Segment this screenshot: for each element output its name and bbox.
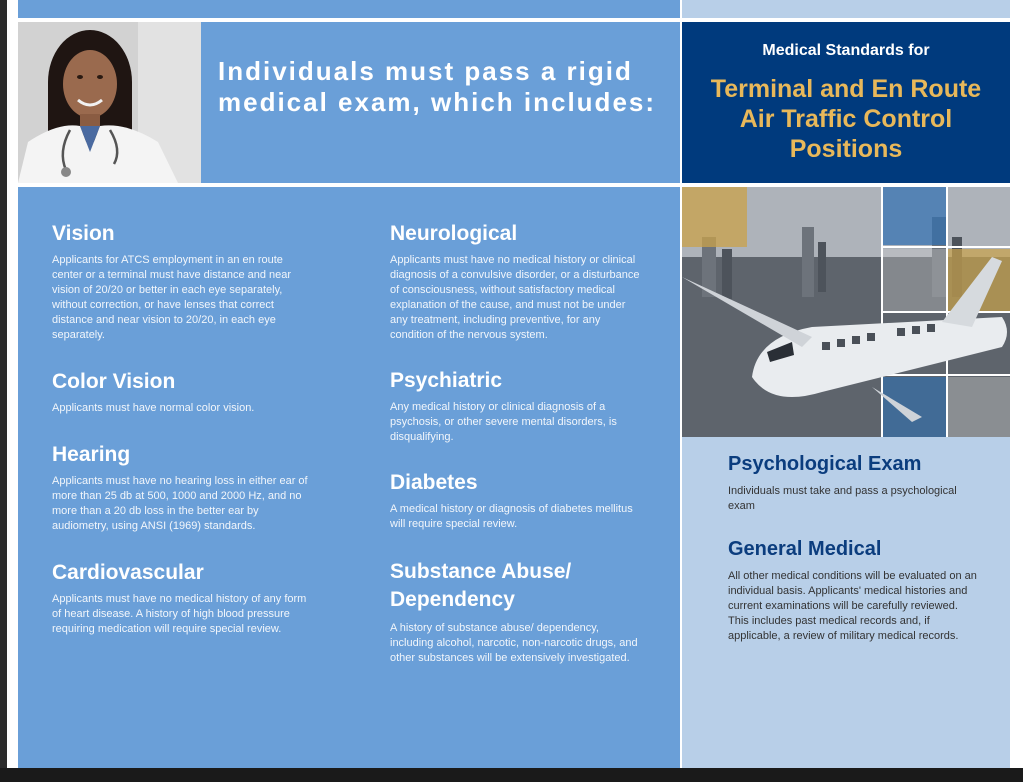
airplane-photo xyxy=(682,187,1010,437)
section-body: Applicants must have no hearing loss in either ear of more than 25 db at 500, 1000 and 2000 Hz, and no more than a 20 db loss in the better ear by audiometry, using ANSI (1969) standards. xyxy=(52,475,308,532)
section-heading: Psychiatric xyxy=(390,369,503,392)
top-strip-right xyxy=(682,0,1010,18)
section-body: Applicants must have normal color vision. xyxy=(52,402,255,414)
top-strip-left xyxy=(18,0,680,18)
middle-column xyxy=(390,222,645,666)
section-heading: Diabetes xyxy=(390,471,478,494)
section-body: Applicants must have no medical history or clinical diagnosis of a convulsive disorder, or a disturbance of consciousness, without satisfactory medical explanation of the cause, and must not be under any treatment, including preventive, for any condition of the nervous system. xyxy=(390,254,640,341)
section-cardiovascular xyxy=(52,561,312,637)
section-body: Any medical history or clinical diagnosis of a psychosis, or other severe mental disorders, is disqualifying. xyxy=(390,401,617,443)
section-body: A medical history or diagnosis of diabetes mellitus will require special review. xyxy=(390,503,633,530)
title-box xyxy=(682,22,1010,183)
section-diabetes xyxy=(390,471,645,532)
title-main: Terminal and En Route Air Traffic Control Positions xyxy=(710,75,982,163)
bottom-frame-edge xyxy=(0,768,1023,782)
left-column xyxy=(52,222,312,637)
airplane-image xyxy=(682,187,1010,437)
section-heading: Psychological Exam xyxy=(728,453,922,475)
section-body: Individuals must take and pass a psychological exam xyxy=(728,485,957,512)
main-headline: Individuals must pass a rigid medical exam, which includes: xyxy=(218,56,657,117)
section-heading: Neurological xyxy=(390,222,518,245)
section-heading: General Medical xyxy=(728,538,882,560)
left-frame-edge xyxy=(0,0,7,782)
section-color-vision xyxy=(52,370,312,416)
doctor-portrait-image xyxy=(18,22,201,183)
section-body: Applicants must have no medical history of any form of heart disease. A history of high blood pressure requiring medication will require special review. xyxy=(52,593,307,635)
section-general-medical xyxy=(728,538,978,644)
section-neurological xyxy=(390,222,645,343)
section-heading: Color Vision xyxy=(52,370,176,393)
section-heading: Substance Abuse/ Dependency xyxy=(390,560,572,611)
section-vision xyxy=(52,222,312,343)
title-subtitle: Medical Standards for xyxy=(762,42,930,59)
section-hearing xyxy=(52,443,312,534)
section-body: Applicants for ATCS employment in an en route center or a terminal must have distance and near vision of 20/20 or better in each eye separately, without correction, or have lenses that correct distance and near vision to 20/20, in each eye separately. xyxy=(52,254,292,341)
section-heading: Hearing xyxy=(52,443,131,466)
section-heading: Vision xyxy=(52,222,115,245)
section-body: All other medical conditions will be evaluated on an individual basis. Applicants' medical histories and current examinations will be carefully reviewed. This includes past medical records and, if applicable, a review of military medical records. xyxy=(728,570,977,642)
section-psychiatric xyxy=(390,369,645,445)
section-heading: Cardiovascular xyxy=(52,561,204,584)
section-substance-abuse xyxy=(390,558,645,666)
section-psychological-exam xyxy=(728,453,978,514)
doctor-photo xyxy=(18,22,201,183)
section-body: A history of substance abuse/ dependency, including alcohol, narcotic, non-narcotic drugs, and other substances will be extensively investigated. xyxy=(390,622,638,664)
